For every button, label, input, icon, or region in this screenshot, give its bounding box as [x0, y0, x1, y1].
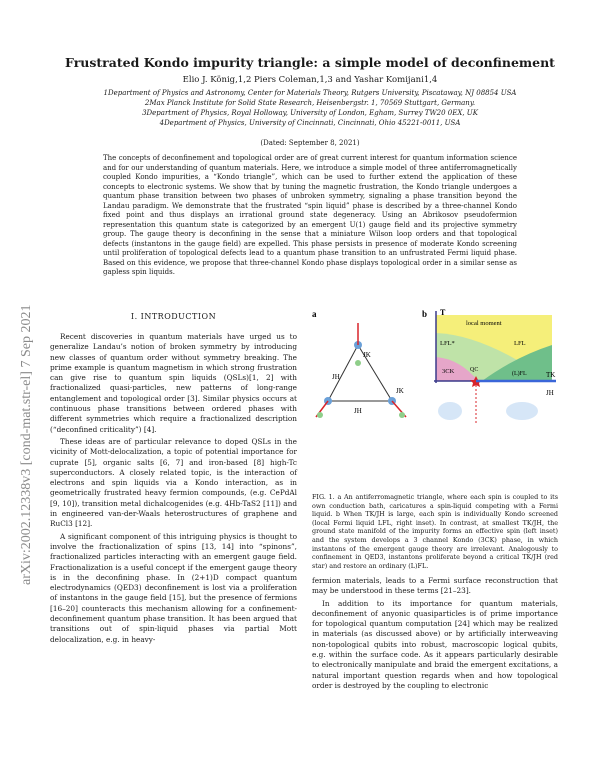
abstract: The concepts of deconfinement and topological order are of great current interest for quantum information science and for our understanding of quantum materials. Here, we introduce a simple model of three antiferromagnetically coupled Kondo impurities, a “Kondo triangle”, which can be used to further extend the application of these concepts to electronic systems. We show that by tuning the magnetic frustration, the Kondo triangle undergoes a quantum phase transition between two phases of unbroken symmetry, signaling a phase transition beyond the Landau paradigm. We demonstrate that the frustrated “spin liquid” phase is described by a three-channel Kondo fixed point and thus displays an irrational ground state degeneracy. Using an Abrikosov pseudofermion representation this quantum state is categorized by an emergent U(1) gauge field and its projective symmetry group. The gauge theory is deconfining in the sense that a miniature Wilson loop orders and that topological defects (instantons in the gauge field) are expelled. This phase persists in presence of moderate Kondo screening until proliferation of topological defects lead to a quantum phase transition to an unfrustrated Fermi liquid phase. Based on this evidence, we propose that three-channel Kondo phase displays topological order in a similar sense as gapless spin liquids. — [103, 154, 517, 276]
region-lfl: LFL — [514, 340, 526, 347]
figure-1 — [310, 305, 560, 485]
bath-right — [399, 412, 405, 418]
axis-jh-label: JH — [546, 389, 554, 397]
region-fl: (L)FL — [512, 371, 527, 377]
region-lfl-star: LFL* — [440, 340, 455, 347]
right-column — [312, 576, 558, 693]
date-line: (Dated: September 8, 2021) — [260, 139, 360, 147]
region-local-moment: local moment — [466, 320, 502, 327]
paragraph: These ideas are of particular relevance to doped QSLs in the vicinity of Mott-delocalization, a topic of potential importance for cuprate [5], organic salts [6, 7] and iron-based [8] high-Tc superconductors. A closely related topic, is the interaction of electrons and spin liquids via a Kondo interaction, as in geometrically frustrated heavy fermion compounds, (e.g. CePdAl [9, 10]), transition metal dichalcogenides (e.g. 4Hb-TaS2 [11]) and in engineered van-der-Waals heterostructures of graphene and RuCl3 [12]. — [50, 436, 297, 529]
jh-label-bottom: JH — [354, 407, 362, 415]
section-heading: I. INTRODUCTION — [130, 312, 217, 321]
bath-left — [317, 412, 323, 418]
inset-right — [506, 402, 538, 420]
inset-left — [438, 402, 462, 420]
region-3ck: 3CK — [442, 368, 455, 375]
author-list: Elio J. König,1,2 Piers Coleman,1,3 and Yashar Komijani1,4 — [182, 75, 438, 85]
paragraph: A significant component of this intriguing physics is thought to involve the fractionalization of spins [13, 14] into “spinons”, fractionalized particles interacting with an emergent gauge field. Fractionalization is a useful concept if the emergent gauge theory is in the deconfining phase. In (2+1)D compact quantum electrodynamics (QED3) deconfinement is lost via a proliferation of instantons in the gauge field [15], but the presence of fermions [16–20] counteracts this mechanism allowing for a confinement-deconfinement quantum phase transition. It has been argued that transitions out of spin-liquid phases via partial Mott delocalization, e.g. in heavy- — [50, 531, 297, 644]
left-column — [50, 332, 297, 647]
arxiv-id-text: arXiv:2002.12338v3 [cond-mat.str-el] 7 Sep 2021 — [19, 304, 34, 585]
figure-caption: FIG. 1. a An antiferromagnetic triangle, where each spin is coupled to its own conduction bath, caricatures a spin-liquid competing with a Fermi liquid. b When TK/JH is large, each spin is individually Kondo screened (local Fermi liquid LFL, right inset). In contrast, at smallest TK/JH, the ground state manifold of the impurity forms an effective spin (left inset) and the system develops a 3 channel Kondo (3CK) phase, in which instantons of the emergent gauge theory are irrelevant. Analogously to confinement in QED3, instantons proliferate beyond a critical TK/JH (red star) and restore an ordinary (L)FL. — [312, 493, 558, 570]
arxiv-side-stamp — [14, 230, 36, 590]
paper-title: Frustrated Kondo impurity triangle: a simple model of deconfinement — [65, 55, 555, 70]
kondo-triangle-diagram — [316, 323, 406, 418]
affiliation-2: 2Max Planck Institute for Solid State Research, Heisenbergstr. 1, 70569 Stuttgart, Germany. — [144, 99, 476, 107]
paragraph: In addition to its importance for quantum materials, deconfinement of anyonic quasiparticles is of prime importance for topological quantum computation [24] which may be realized in materials (as discussed above) or by artificially interweaving non-topological qubits into robust, macroscopic logical qubits, e.g. within the surface code. As it appears particularly desirable to electronically manipulate and braid the emergent excitations, a natural important question regards when and how topological order is destroyed by the coupling to electronic — [312, 598, 558, 690]
affiliations — [50, 88, 570, 128]
paragraph: Recent discoveries in quantum materials have urged us to generalize Landau’s notion of broken symmetry by introducing new classes of quantum order without symmetry breaking. The prime example is quantum magnetism in which strong frustration can give rise to quantum spin liquids (QSLs)[1, 2] with fractionalized quasi-particles, new patterns of long-range entanglement and topological order [3]. Similar physics occurs at continuous phase transitions between ordered phases with different symmetries which require a fractionalized description (“deconfined criticality”) [4]. — [50, 332, 297, 434]
jk-label-right: JK — [396, 387, 404, 395]
affiliation-1: 1Department of Physics and Astronomy, Center for Materials Theory, Rutgers University, Piscataway, NJ 08854 USA — [103, 89, 517, 97]
affiliation-4: 4Department of Physics, University of Cincinnati, Cincinnati, Ohio 45221-0011, USA — [159, 119, 461, 127]
jh-label-left: JH — [332, 373, 340, 381]
paragraph: fermion materials, leads to a Fermi surface reconstruction that may be understood in these terms [21–23]. — [312, 576, 558, 596]
panel-b-label: b — [422, 309, 428, 319]
bath-top — [355, 360, 361, 366]
affiliation-3: 3Department of Physics, Royal Holloway, University of London, Egham, Surrey TW20 0EX, UK — [142, 109, 478, 117]
axis-t-label: T — [440, 308, 446, 317]
panel-a-label: a — [312, 309, 317, 319]
jk-label-top: JK — [363, 351, 371, 359]
axis-tk-label: TK — [546, 371, 556, 379]
region-qc: QC — [470, 367, 479, 373]
